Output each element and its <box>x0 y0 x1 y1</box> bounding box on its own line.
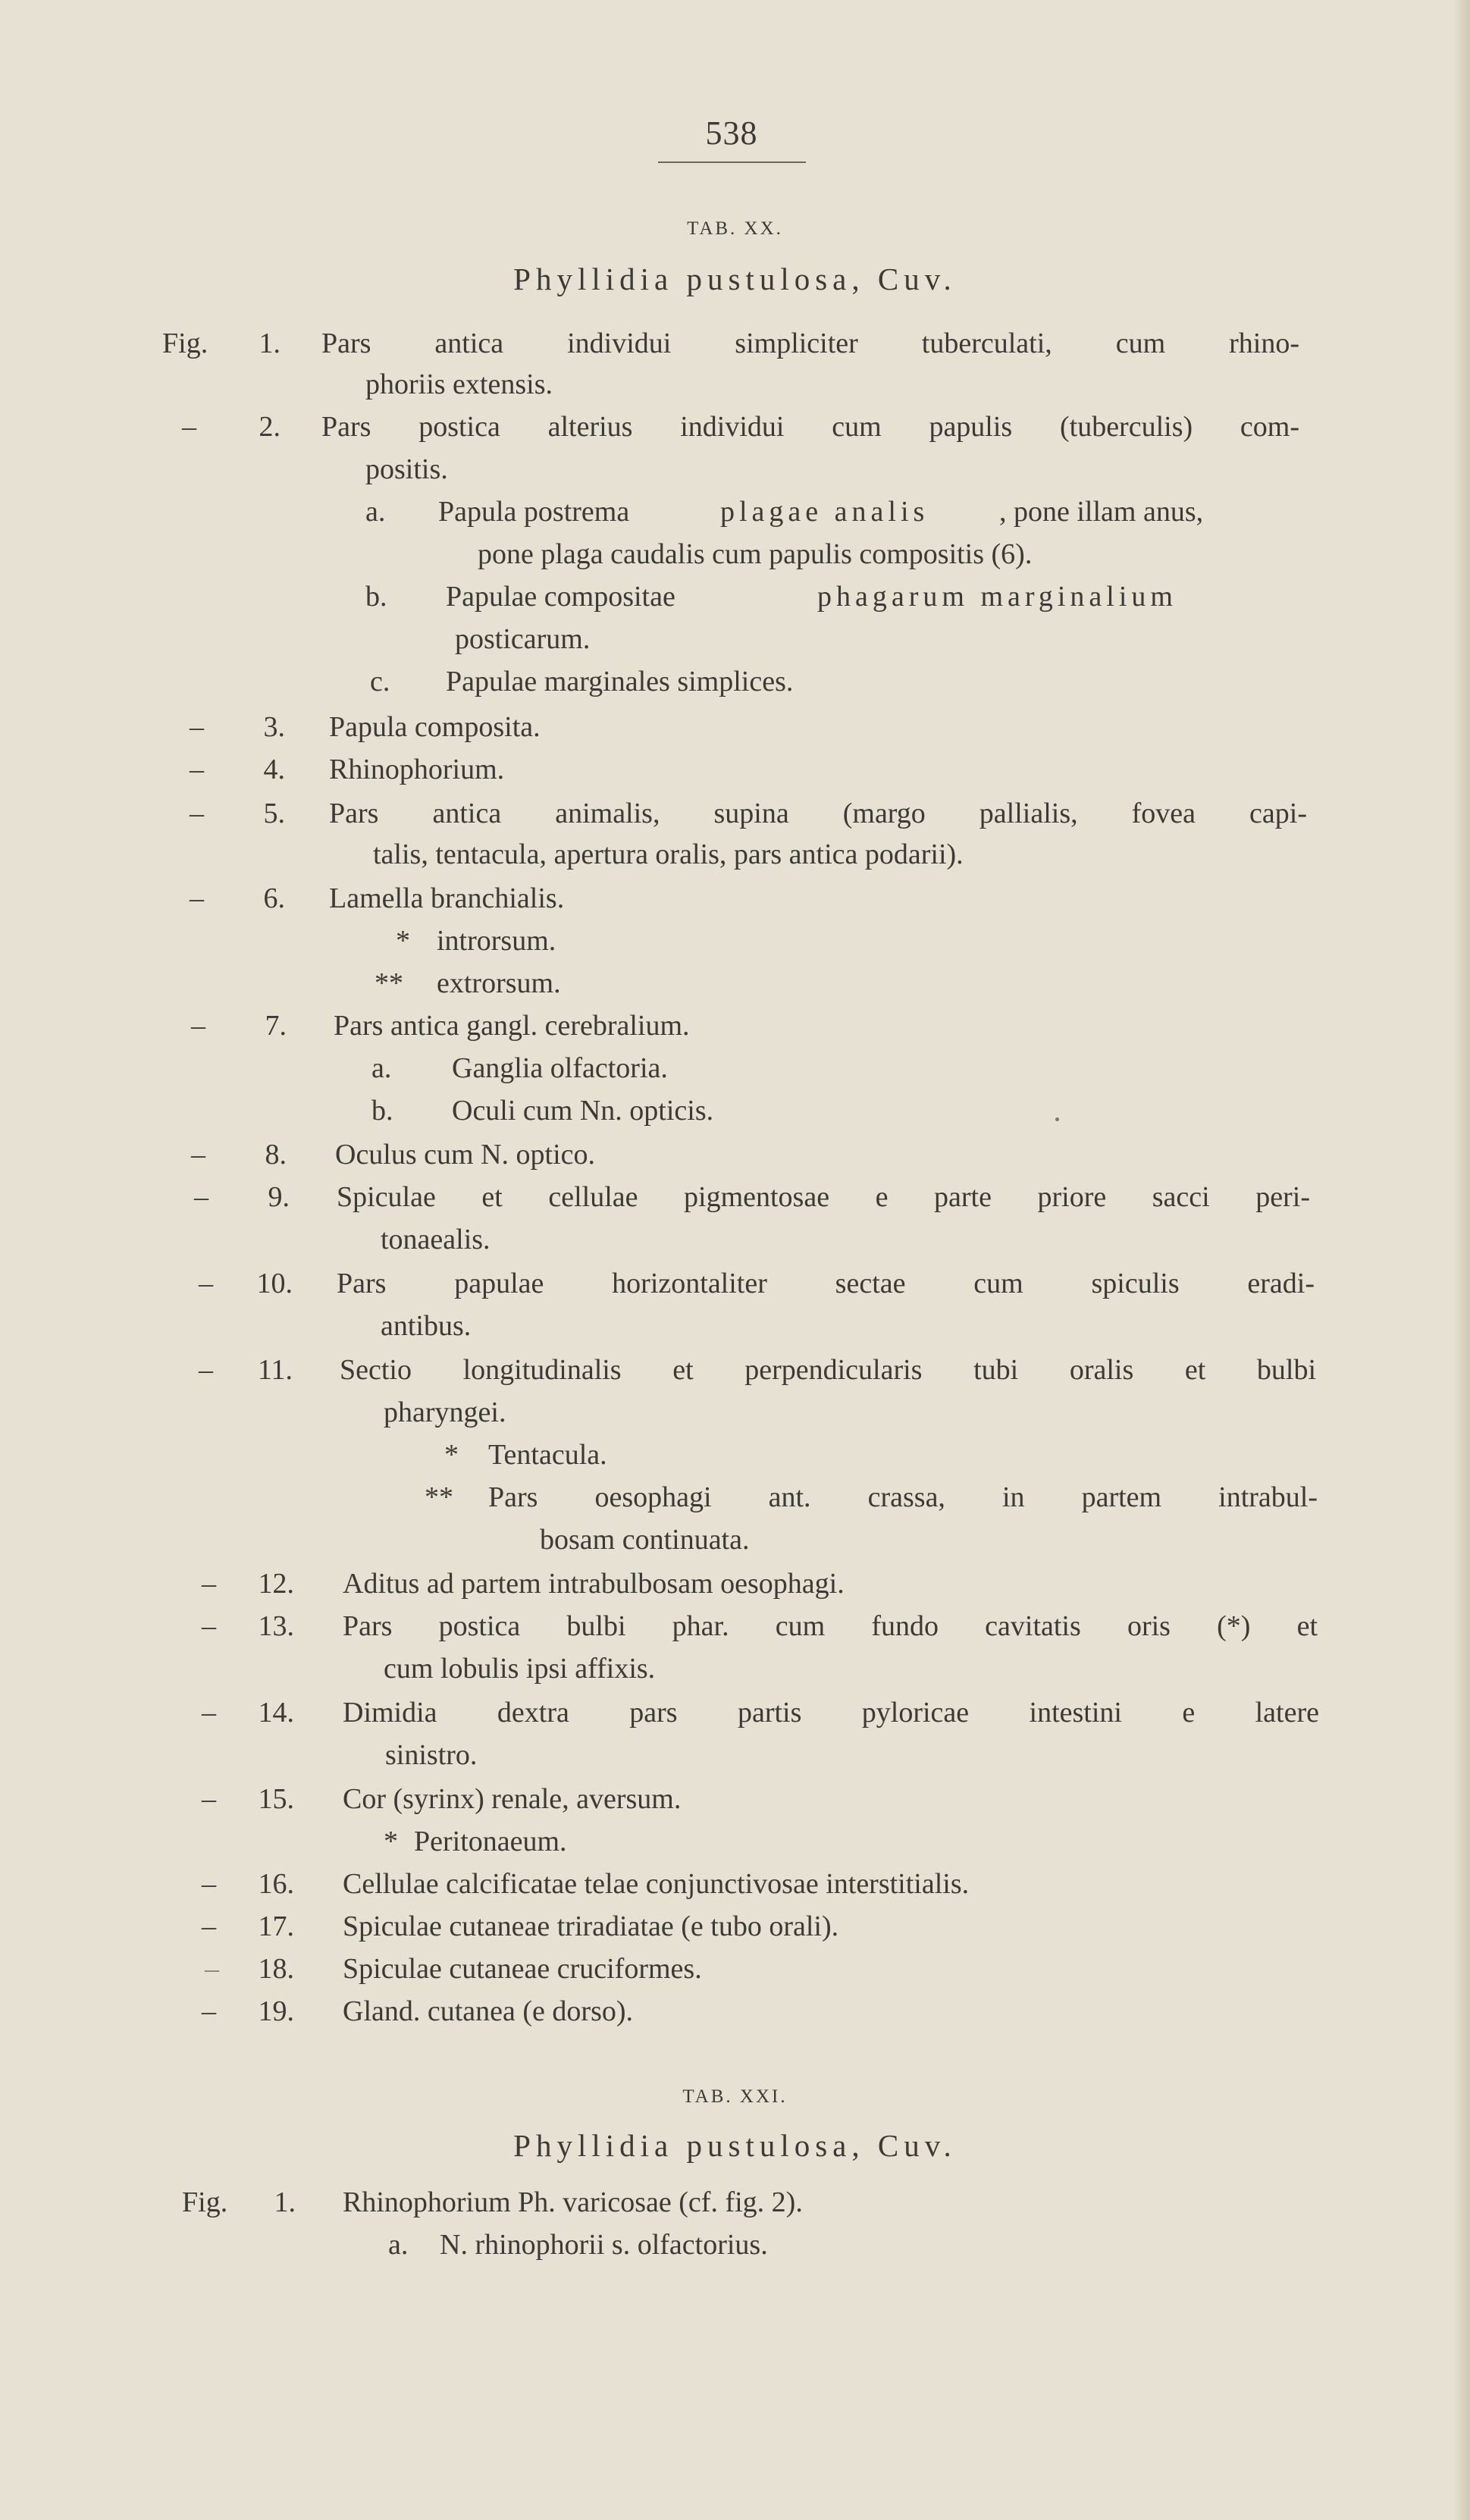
caption-line: Rhinophorium. <box>329 754 505 785</box>
ditto-dash: – <box>191 1139 205 1171</box>
ditto-dash: – <box>191 1010 205 1042</box>
caption-line: sinistro. <box>385 1739 478 1771</box>
caption-line: , pone illam anus, <box>999 496 1204 528</box>
caption-line: talis, tentacula, apertura oralis, pars antica podarii). <box>373 838 964 870</box>
plate-heading: TAB. XX. <box>687 218 783 239</box>
ditto-dash: – <box>202 1783 216 1815</box>
caption-line: Papulae marginales simplices. <box>446 666 794 697</box>
caption-line-spaced: plagae analis <box>720 496 929 528</box>
asterisk: ** <box>375 967 403 999</box>
asterisk: * <box>396 925 410 957</box>
ditto-dash: – <box>190 882 204 914</box>
caption-line: Spiculae cutaneae cruciformes. <box>343 1953 702 1985</box>
caption-line: Peritonaeum. <box>414 1826 567 1857</box>
caption-line: Dimidia dextra pars partis pyloricae intestini e latere <box>343 1697 1319 1729</box>
caption-line: pharyngei. <box>384 1396 506 1428</box>
caption-line: Pars postica bulbi phar. cum fundo cavitatis oris (*) et <box>343 1610 1318 1642</box>
fig-number: 19. <box>258 1995 294 2027</box>
caption-line: Sectio longitudinalis et perpendicularis tubi oralis et bulbi <box>340 1354 1316 1386</box>
ditto-dash: – <box>194 1181 208 1213</box>
caption-line: introrsum. <box>437 925 556 957</box>
caption-line: Spiculae cutaneae triradiatae (e tubo orali). <box>343 1910 839 1942</box>
ditto-dash: – <box>202 1995 216 2027</box>
fig-number: 6. <box>263 882 285 914</box>
caption-line: Pars postica alterius individui cum papulis (tuberculis) com- <box>321 411 1299 443</box>
fig-number: 10. <box>256 1268 293 1299</box>
caption-line: tonaealis. <box>381 1224 491 1255</box>
caption-line: posticarum. <box>455 623 591 655</box>
ink-speck <box>1055 1117 1059 1121</box>
plate-heading: TAB. XXI. <box>682 2086 788 2107</box>
ditto-dash: – <box>202 1568 216 1600</box>
sub-label: b. <box>371 1095 393 1127</box>
caption-line: Oculus cum N. optico. <box>335 1139 596 1171</box>
ditto-dash: – <box>190 754 204 785</box>
fig-number: 16. <box>258 1868 294 1900</box>
caption-line: Pars antica individui simpliciter tuberculati, cum rhino- <box>321 328 1299 359</box>
fig-number: 1. <box>274 2186 296 2218</box>
ditto-dash: – <box>202 1610 216 1642</box>
sub-label: a. <box>371 1052 392 1084</box>
fig-label: Fig. <box>162 328 208 359</box>
species-title: Phyllidia pustulosa, Cuv. <box>513 262 957 296</box>
fig-number: 13. <box>258 1610 294 1642</box>
sub-label: a. <box>365 496 386 528</box>
caption-line: Gland. cutanea (e dorso). <box>343 1995 634 2027</box>
fig-number: 12. <box>258 1568 294 1600</box>
caption-line: Tentacula. <box>488 1439 607 1471</box>
ditto-dash: – <box>199 1268 213 1299</box>
caption-line: Pars antica animalis, supina (margo pallialis, fovea capi- <box>329 798 1307 829</box>
ditto-dash: – <box>202 1868 216 1900</box>
species-title: Phyllidia pustulosa, Cuv. <box>513 2128 957 2163</box>
fig-number: 1. <box>259 328 281 359</box>
sub-label: c. <box>370 666 390 697</box>
caption-line: extrorsum. <box>437 967 561 999</box>
caption-line: Cellulae calcificatae telae conjunctivosae interstitialis. <box>343 1868 970 1900</box>
ditto-dash: – <box>202 1910 216 1942</box>
page-number-rule <box>658 161 806 163</box>
caption-line: Aditus ad partem intrabulbosam oesophagi. <box>343 1568 845 1600</box>
ditto-dash: – <box>190 798 204 829</box>
fig-number: 2. <box>259 411 281 443</box>
caption-line: bosam continuata. <box>540 1524 750 1556</box>
asterisk: * <box>384 1826 398 1857</box>
asterisk: ** <box>425 1481 453 1513</box>
caption-line: antibus. <box>381 1310 472 1342</box>
page-number: 538 <box>705 114 758 152</box>
ditto-dash: – <box>205 1953 219 1985</box>
caption-line: Pars oesophagi ant. crassa, in partem intrabul- <box>488 1481 1318 1513</box>
caption-line: N. rhinophorii s. olfactorius. <box>440 2229 768 2261</box>
ditto-dash: – <box>199 1354 213 1386</box>
caption-line: Papula postrema <box>438 496 630 528</box>
fig-number: 4. <box>263 754 285 785</box>
fig-number: 8. <box>265 1139 287 1171</box>
fig-number: 5. <box>263 798 285 829</box>
sub-label: a. <box>388 2229 409 2261</box>
fig-number: 17. <box>258 1910 294 1942</box>
caption-line: Lamella branchialis. <box>329 882 565 914</box>
caption-line: Oculi cum Nn. opticis. <box>452 1095 714 1127</box>
caption-line: positis. <box>365 453 448 485</box>
caption-line: Papulae compositae <box>446 581 675 613</box>
asterisk: * <box>444 1439 459 1471</box>
caption-line: Cor (syrinx) renale, aversum. <box>343 1783 682 1815</box>
fig-number: 3. <box>263 711 285 743</box>
caption-line: Ganglia olfactoria. <box>452 1052 668 1084</box>
sub-label: b. <box>365 581 387 613</box>
fig-number: 7. <box>265 1010 287 1042</box>
caption-line: pone plaga caudalis cum papulis compositis (6). <box>478 538 1033 570</box>
ditto-dash: – <box>182 411 196 443</box>
caption-line: Pars antica gangl. cerebralium. <box>334 1010 690 1042</box>
fig-number: 15. <box>258 1783 294 1815</box>
caption-line: Papula composita. <box>329 711 541 743</box>
ditto-dash: – <box>190 711 204 743</box>
caption-line: Spiculae et cellulae pigmentosae e parte priore sacci peri- <box>337 1181 1310 1213</box>
fig-number: 11. <box>257 1354 293 1386</box>
fig-number: 14. <box>258 1697 294 1729</box>
caption-line: Rhinophorium Ph. varicosae (cf. fig. 2). <box>343 2186 803 2218</box>
caption-line-spaced: phagarum marginalium <box>817 581 1177 613</box>
fig-number: 9. <box>268 1181 290 1213</box>
fig-label: Fig. <box>182 2186 228 2218</box>
fig-number: 18. <box>258 1953 294 1985</box>
caption-line: phoriis extensis. <box>365 368 553 400</box>
caption-line: Pars papulae horizontaliter sectae cum spiculis eradi- <box>337 1268 1315 1299</box>
caption-line: cum lobulis ipsi affixis. <box>384 1653 656 1685</box>
ditto-dash: – <box>202 1697 216 1729</box>
